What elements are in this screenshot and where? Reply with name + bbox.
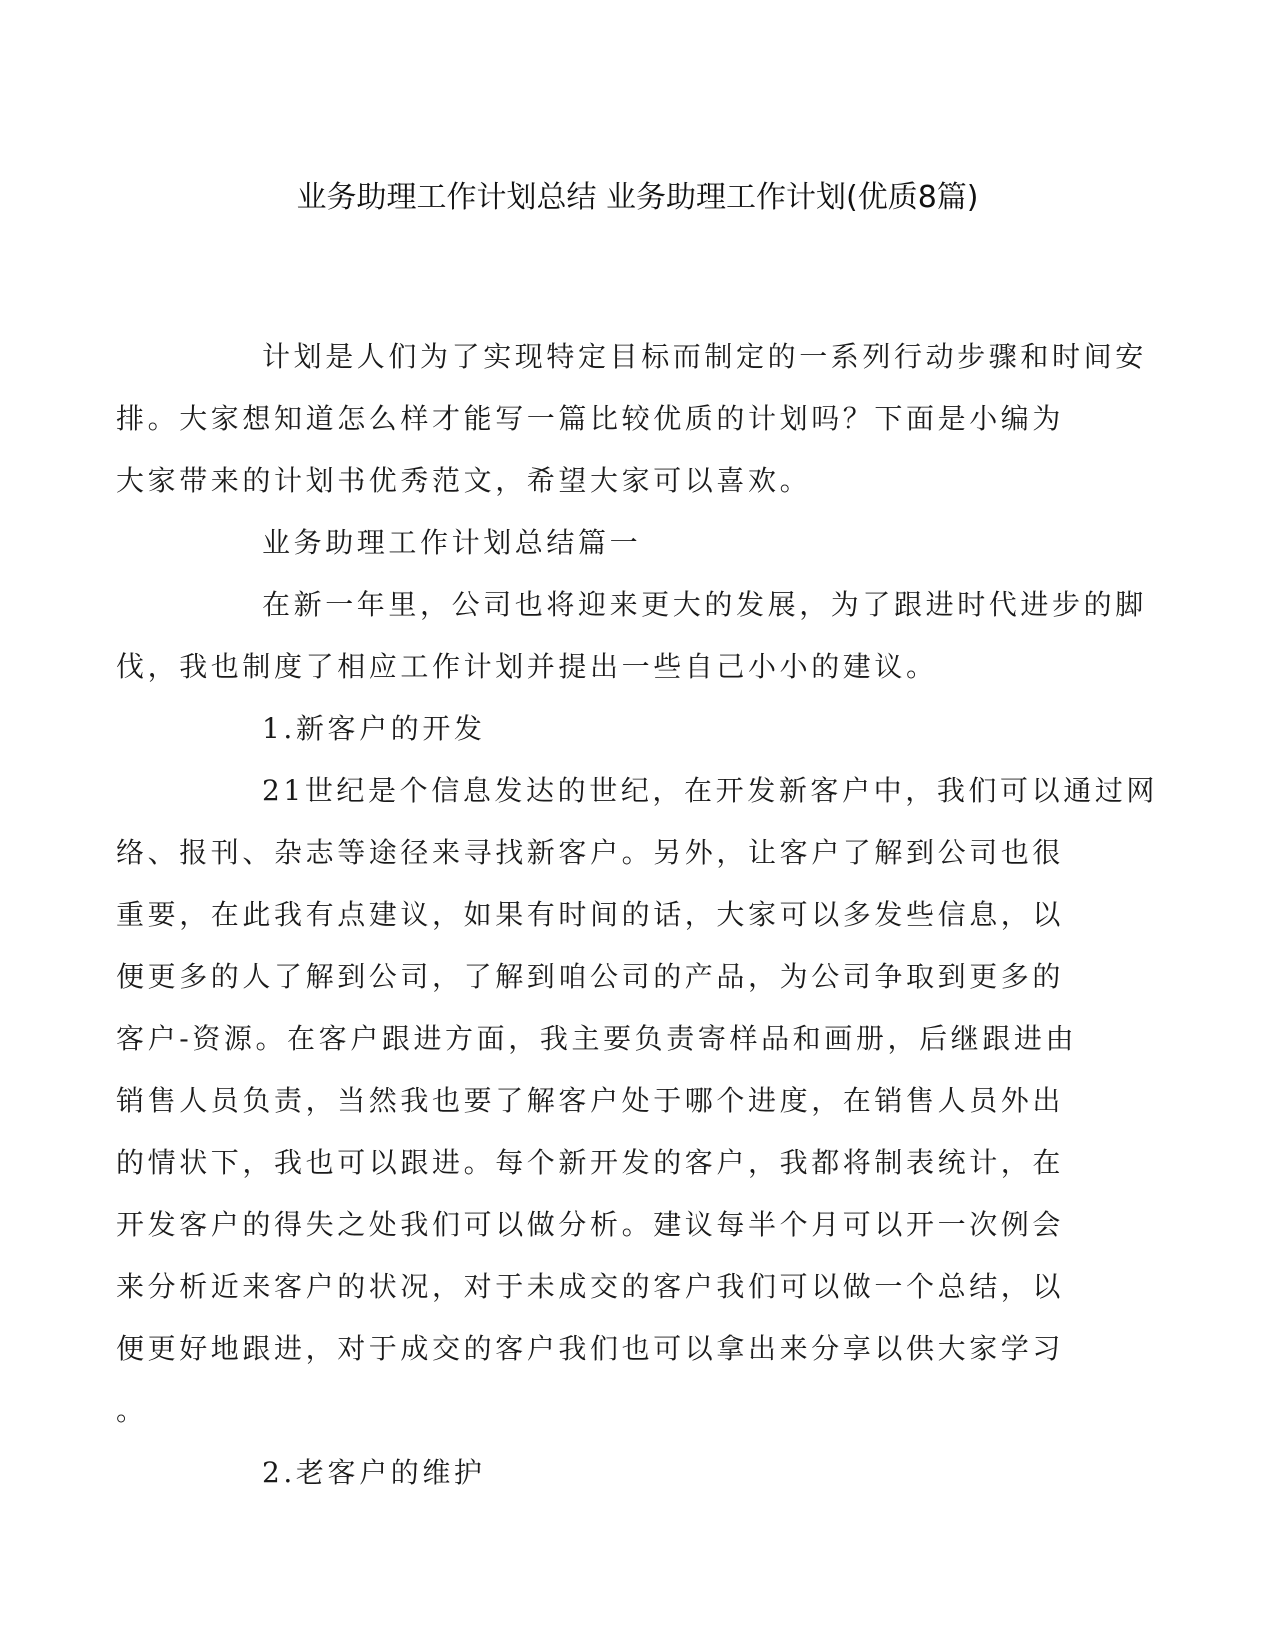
text-line: 。	[116, 1394, 148, 1427]
text-line: 伐，我也制度了相应工作计划并提出一些自己小小的建议。	[116, 650, 938, 683]
document-title: 业务助理工作计划总结 业务助理工作计划(优质8篇)	[296, 180, 979, 215]
text-line: 便更多的人了解到公司，了解到咱公司的产品，为公司争取到更多的	[116, 960, 1065, 993]
subheading-new-clients	[189, 698, 1073, 760]
text-line: 的情状下，我也可以跟进。每个新开发的客户，我都将制表统计，在	[116, 1146, 1065, 1179]
text-line: 21世纪是个信息发达的世纪，在开发新客户中，我们可以通过网	[262, 774, 1159, 807]
section-heading-1	[189, 512, 1073, 574]
paragraph-new-year	[116, 574, 1147, 698]
paragraph-intro	[116, 326, 1147, 512]
text-line: 重要，在此我有点建议，如果有时间的话，大家可以多发些信息，以	[116, 898, 1065, 931]
text-line: 计划是人们为了实现特定目标而制定的一系列行动步骤和时间安	[262, 340, 1147, 373]
subheading-old-clients	[189, 1442, 1073, 1504]
text-line: 销售人员负责，当然我也要了解客户处于哪个进度，在销售人员外出	[116, 1084, 1065, 1117]
text-line: 大家带来的计划书优秀范文，希望大家可以喜欢。	[116, 464, 812, 497]
document-body	[116, 326, 1159, 1504]
text-line: 客户-资源。在客户跟进方面，我主要负责寄样品和画册，后继跟进由	[116, 1022, 1078, 1055]
text-line: 便更好地跟进，对于成交的客户我们也可以拿出来分享以供大家学习	[116, 1332, 1065, 1365]
text-line: 业务助理工作计划总结篇一	[262, 526, 642, 559]
text-line: 排。大家想知道怎么样才能写一篇比较优质的计划吗？下面是小编为	[116, 402, 1065, 435]
text-line: 2.老客户的维护	[262, 1456, 486, 1489]
text-line: 在新一年里，公司也将迎来更大的发展，为了跟进时代进步的脚	[262, 588, 1147, 621]
text-line: 来分析近来客户的状况，对于未成交的客户我们可以做一个总结，以	[116, 1270, 1065, 1303]
paragraph-new-clients	[116, 760, 1159, 1442]
text-line: 开发客户的得失之处我们可以做分析。建议每半个月可以开一次例会	[116, 1208, 1065, 1241]
text-line: 1.新客户的开发	[262, 712, 486, 745]
text-line: 络、报刊、杂志等途径来寻找新客户。另外，让客户了解到公司也很	[116, 836, 1065, 869]
